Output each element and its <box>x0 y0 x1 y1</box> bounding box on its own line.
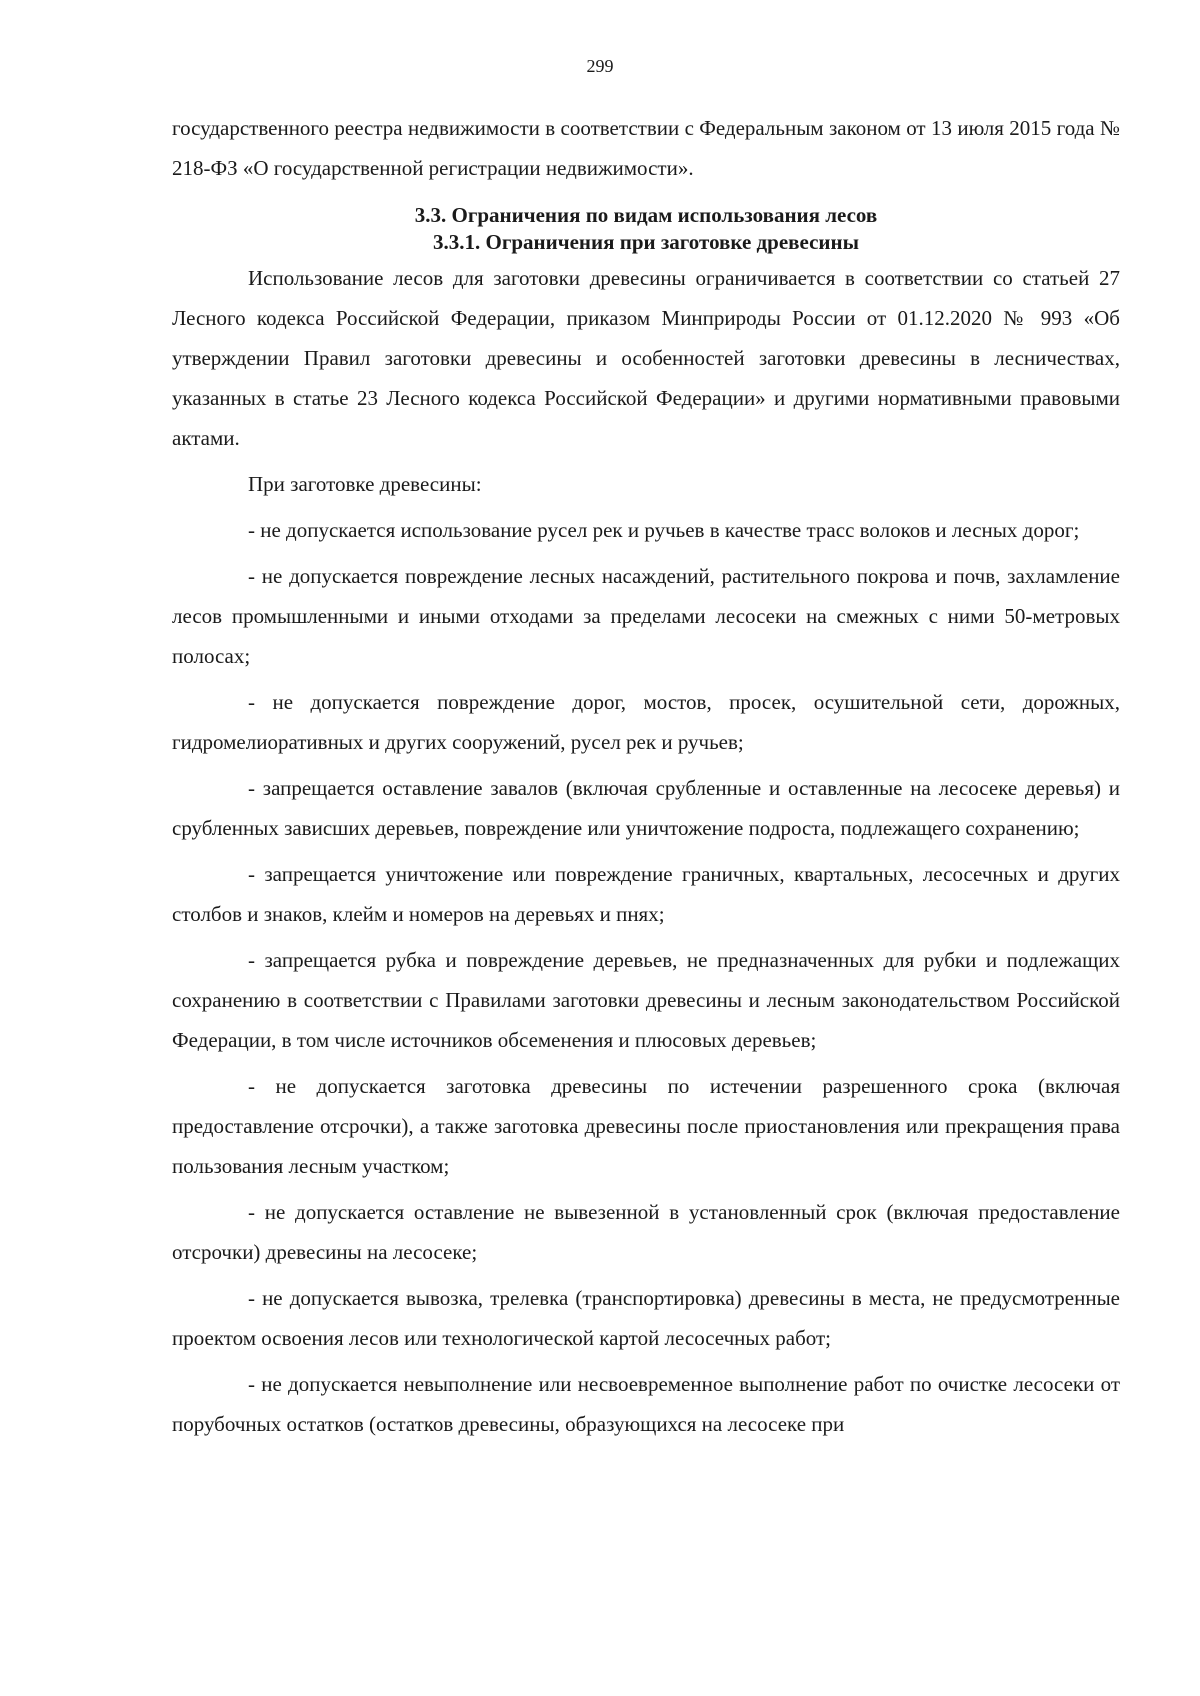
page-number: 299 <box>586 56 614 76</box>
list-item: - запрещается рубка и повреждение деревьев, не предназначенных для рубки и подлежащих сохранению в соответствии с Правилами заготовки древесины и лесным законодательством Российской Федерации, в том числе источников обсеменения и плюсовых деревьев; <box>172 948 1120 1052</box>
list-item: - не допускается заготовка древесины по истечении разрешенного срока (включая предоставление отсрочки), а также заготовка древесины после приостановления или прекращения права пользования лесным участком; <box>172 1074 1120 1178</box>
section-heading: 3.3. Ограничения по видам использования лесов <box>414 203 878 227</box>
list-item: - не допускается использование русел рек и ручьев в качестве трасс волоков и лесных дорог; <box>248 518 1080 542</box>
list-intro: При заготовке древесины: <box>248 472 482 496</box>
list-item: - не допускается повреждение дорог, мостов, просек, осушительной сети, дорожных, гидромелиоративных и других сооружений, русел рек и ручьев; <box>172 690 1120 754</box>
section-headings <box>172 202 1120 256</box>
list-item: - не допускается оставление не вывезенной в установленный срок (включая предоставление отсрочки) древесины на лесосеке; <box>172 1200 1120 1264</box>
page-content <box>172 108 1120 1444</box>
subsection-heading: 3.3.1. Ограничения при заготовке древесины <box>433 230 859 254</box>
intro-paragraph: государственного реестра недвижимости в соответствии с Федеральным законом от 13 июля 2015 года № 218-ФЗ «О государственной регистрации недвижимости». <box>172 116 1120 180</box>
list-item: - запрещается оставление завалов (включая срубленные и оставленные на лесосеке деревья) и срубленных зависших деревьев, повреждение или уничтожение подроста, подлежащего сохранению; <box>172 776 1120 840</box>
list-item: - не допускается повреждение лесных насаждений, растительного покрова и почв, захламление лесов промышленными и иными отходами за пределами лесосеки на смежных с ними 50-метровых полосах; <box>172 564 1120 668</box>
list-item: - запрещается уничтожение или повреждение граничных, квартальных, лесосечных и других столбов и знаков, клейм и номеров на деревьях и пнях; <box>172 862 1120 926</box>
list-item: - не допускается невыполнение или несвоевременное выполнение работ по очистке лесосеки от порубочных остатков (остатков древесины, образующихся на лесосеке при <box>172 1372 1120 1436</box>
lead-paragraph: Использование лесов для заготовки древесины ограничивается в соответствии со статьей 27 Лесного кодекса Российской Федерации, приказом Минприроды России от 01.12.2020 № 993 «Об утверждении Правил заготовки древесины и особенностей заготовки древесины в лесничествах, указанных в статье 23 Лесного кодекса Российской Федерации» и другими нормативными правовыми актами. <box>172 266 1120 450</box>
list-item: - не допускается вывозка, трелевка (транспортировка) древесины в места, не предусмотренные проектом освоения лесов или технологической картой лесосечных работ; <box>172 1286 1120 1350</box>
